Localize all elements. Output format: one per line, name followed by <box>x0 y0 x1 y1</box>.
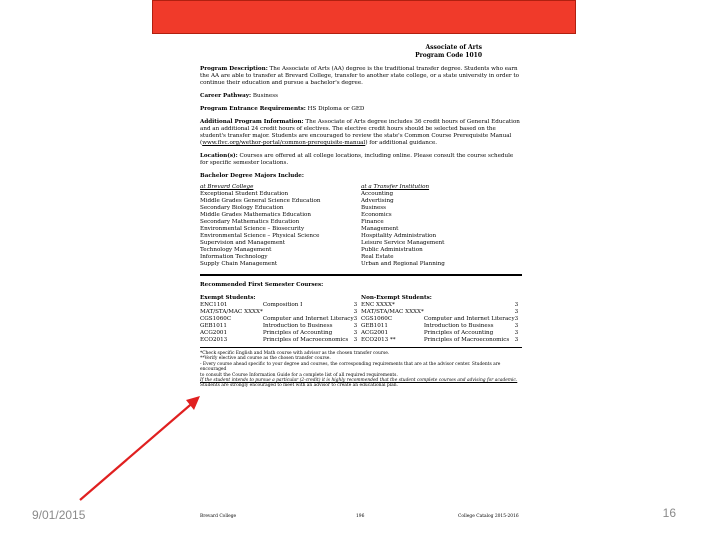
course-code: ENC XXXX* <box>361 302 395 308</box>
footnote-line: - Every course ahead specific to your degree and courses, the corresponding requirements that are at the advisor center. Students are encouraged <box>200 361 501 373</box>
transfer-majors-header: at a Transfer Institution <box>361 184 430 190</box>
transfer-major-item: Real Estate <box>361 254 394 260</box>
brevard-major-item: Supervision and Management <box>200 240 286 246</box>
course-code: ACG2001 <box>361 330 389 336</box>
transfer-major-item: Hospitality Administration <box>361 233 437 239</box>
brevard-major-item: Information Technology <box>200 254 268 260</box>
loc-text: Courses are offered at all college locations, including online. Please consult the course schedule for specific semester locations. <box>200 153 514 166</box>
first-semester-label: Recommended First Semester Courses: <box>200 282 324 288</box>
slide-date: 9/01/2015 <box>32 508 86 522</box>
addl-text-1: The Associate of Arts degree includes 36 credit hours of General Education and an additional 24 credit hours of electives. The elective credit hours should be selected based on the student's transfer major. Students are encouraged to review the state's Common Course Prerequisite Manual ( <box>200 119 520 146</box>
footnote-line: **Verify elective and course as the chosen transfer course. <box>200 356 331 362</box>
desc-text: The Associate of Arts (AA) degree is the traditional transfer degree. Students who earn the AA are able to transfer at Brevard College, transfer to another state college, or a state university in order to continue their education and pursue a bachelor's degree. <box>200 66 519 86</box>
course-title: Principles of Macroeconomics <box>423 337 510 343</box>
course-code: ECO2013 ** <box>361 337 396 343</box>
entrance-text: HS Diploma or GED <box>307 106 365 112</box>
course-code: MAT/STA/MAC XXXX* <box>200 309 263 315</box>
course-credits: 3 <box>514 323 519 329</box>
brevard-major-item: Environmental Science – Biosecurity <box>200 226 305 232</box>
brevard-major-item: Exceptional Student Education <box>200 191 289 197</box>
course-title: Computer and Internet Literacy <box>423 316 515 322</box>
prerequisite-manual-link[interactable]: www.flvc.org/wethor-portal/common-prerequisite-manual <box>202 140 366 146</box>
footer-page: 196 <box>356 514 365 519</box>
brevard-major-item: Technology Management <box>200 247 272 253</box>
course-title: Composition I <box>262 302 303 308</box>
course-code: ENC1101 <box>200 302 228 308</box>
nonexempt-header: Non-Exempt Students: <box>361 295 432 301</box>
brevard-major-item: Supply Chain Management <box>200 261 278 267</box>
transfer-major-item: Economics <box>361 212 392 218</box>
addl-label: Additional Program Information: <box>200 119 304 125</box>
transfer-major-item: Accounting <box>361 191 394 197</box>
course-credits: 3 <box>514 330 519 336</box>
footnote-last: Students are strongly encouraged to meet with an advisor to create an educational plan. <box>200 383 398 389</box>
footer-left: Brevard College <box>200 514 237 519</box>
transfer-major-item: Business <box>361 205 387 211</box>
transfer-major-item: Finance <box>361 219 384 225</box>
program-code: Program Code 1010 <box>415 52 482 59</box>
bachelor-label: Bachelor Degree Majors Include: <box>200 173 304 179</box>
course-title: Computer and Internet Literacy <box>262 316 354 322</box>
career-text: Business <box>252 93 278 99</box>
course-code: GEB1011 <box>361 323 388 329</box>
course-credits: 3 <box>514 316 519 322</box>
footnote-line: *Check specific English and Math course with advisor as the chosen transfer course. <box>200 351 390 356</box>
course-title: Principles of Accounting <box>423 330 494 336</box>
course-credits: 3 <box>514 302 519 308</box>
footer-right: College Catalog 2015-2016 <box>458 514 519 519</box>
arrow-shaft <box>80 400 196 500</box>
transfer-major-item: Leisure Service Management <box>361 240 445 246</box>
exempt-header: Exempt Students: <box>200 295 256 301</box>
course-credits: 3 <box>353 323 358 329</box>
entrance-label: Program Entrance Requirements: <box>200 106 306 112</box>
loc-label: Location(s): <box>200 153 238 159</box>
course-title: Principles of Accounting <box>262 330 333 336</box>
course-code: CGS1060C <box>361 316 393 322</box>
career-label: Career Pathway: <box>200 93 252 99</box>
desc-label: Program Description: <box>200 66 268 72</box>
transfer-major-item: Urban and Regional Planning <box>361 261 445 267</box>
course-credits: 3 <box>353 309 358 315</box>
course-code: MAT/STA/MAC XXXX* <box>361 309 424 315</box>
course-code: ACG2001 <box>200 330 228 336</box>
course-code: GEB1011 <box>200 323 227 329</box>
brevard-major-item: Middle Grades General Science Education <box>200 198 321 204</box>
course-credits: 3 <box>353 330 358 336</box>
footnote-underlined: If the student intends to pursue a particular (2-credit) it is highly recommended that the student complete courses and advising for academic. <box>200 378 518 384</box>
course-code: CGS1060C <box>200 316 232 322</box>
addl-text-2: ) for additional guidance. <box>365 140 438 146</box>
transfer-major-item: Public Administration <box>361 247 423 253</box>
course-credits: 3 <box>514 337 519 343</box>
transfer-major-item: Management <box>361 226 399 232</box>
course-credits: 3 <box>514 309 519 315</box>
course-credits: 3 <box>353 316 358 322</box>
brevard-major-item: Secondary Mathematics Education <box>200 219 300 225</box>
brevard-major-item: Environmental Science – Physical Science <box>200 233 320 239</box>
course-title: Introduction to Business <box>262 323 333 329</box>
course-title: Introduction to Business <box>423 323 494 329</box>
slide-number: 16 <box>662 506 676 520</box>
brevard-major-item: Middle Grades Mathematics Education <box>200 212 311 218</box>
brevard-major-item: Secondary Biology Education <box>200 205 284 211</box>
course-title: Principles of Macroeconomics <box>262 337 349 343</box>
course-credits: 3 <box>353 337 358 343</box>
course-credits: 3 <box>353 302 358 308</box>
transfer-major-item: Advertising <box>361 198 394 204</box>
footnote-line: to consult the Course Information Guide for a complete list of all required requirements. <box>200 372 398 378</box>
course-code: ECO2013 <box>200 337 228 343</box>
program-title: Associate of Arts <box>425 44 482 51</box>
brevard-majors-header: at Brevard College <box>200 184 254 190</box>
